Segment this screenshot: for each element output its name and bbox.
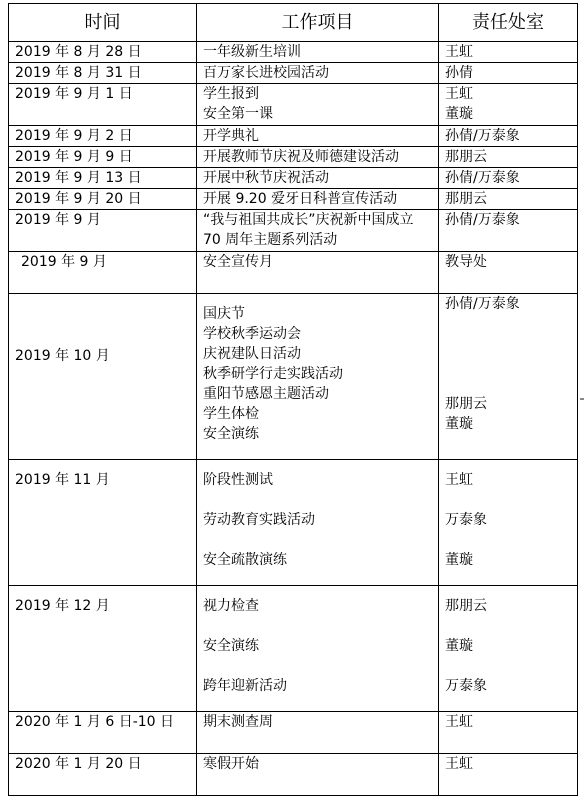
row-project: 开展中秋节庆祝活动	[197, 168, 439, 189]
row-time: 2019 年 8 月 28 日	[9, 42, 197, 63]
row-time: 2020 年 1 月 6 日-10 日	[9, 712, 197, 754]
row-time: 2019 年 12 月	[9, 586, 197, 712]
row-office: 孙倩/万泰象	[439, 168, 578, 189]
row-office: 孙倩/万泰象	[439, 126, 578, 147]
table-row	[9, 586, 578, 712]
table-row	[9, 210, 578, 252]
schedule-table	[8, 3, 578, 796]
row-project: 寒假开始	[197, 754, 439, 796]
table-row	[9, 252, 578, 294]
row-project: 阶段性测试 劳动教育实践活动 安全疏散演练	[197, 460, 439, 586]
row-time: 2020 年 1 月 20 日	[9, 754, 197, 796]
row-time: 2019 年 10 月	[9, 294, 197, 460]
table-row	[9, 712, 578, 754]
row-office: 那朋云 董璇 万泰象	[439, 586, 578, 712]
row-time: 2019 年 9 月 2 日	[9, 126, 197, 147]
table-row	[9, 84, 578, 126]
table-row	[9, 294, 578, 460]
row-office: 孙倩	[439, 63, 578, 84]
row-project: 一年级新生培训	[197, 42, 439, 63]
edge-marker	[580, 398, 584, 400]
header-row	[9, 4, 578, 42]
row-office: 那朋云	[439, 147, 578, 168]
table-row	[9, 63, 578, 84]
row-project: 视力检查 安全演练 跨年迎新活动	[197, 586, 439, 712]
table-row	[9, 126, 578, 147]
row-time: 2019 年 9 月 1 日	[9, 84, 197, 126]
row-office: 教导处	[439, 252, 578, 294]
row-time: 2019 年 9 月 9 日	[9, 147, 197, 168]
row-project: “我与祖国共成长”庆祝新中国成立 70 周年主题系列活动	[197, 210, 439, 252]
row-project: 开展教师节庆祝及师德建设活动	[197, 147, 439, 168]
row-office: 王虹	[439, 42, 578, 63]
row-project: 开学典礼	[197, 126, 439, 147]
row-project: 国庆节 学校秋季运动会 庆祝建队日活动 秋季研学行走实践活动 重阳节感恩主题活动 学生体检 安全演练	[197, 294, 439, 460]
header-time: 时间	[9, 4, 197, 42]
table-row	[9, 168, 578, 189]
row-time: 2019 年 8 月 31 日	[9, 63, 197, 84]
table-row	[9, 42, 578, 63]
row-project: 百万家长进校园活动	[197, 63, 439, 84]
header-project: 工作项目	[197, 4, 439, 42]
row-time: 2019 年 9 月	[9, 252, 197, 294]
table-row	[9, 189, 578, 210]
table-row	[9, 460, 578, 586]
row-project: 期末测查周	[197, 712, 439, 754]
row-project: 学生报到 安全第一课	[197, 84, 439, 126]
row-office: 孙倩/万泰象	[439, 210, 578, 252]
row-office: 王虹	[439, 754, 578, 796]
header-office: 责任处室	[439, 4, 578, 42]
row-office: 孙倩/万泰象 那朋云 董璇	[439, 294, 578, 460]
row-project: 安全宣传月	[197, 252, 439, 294]
row-office: 王虹	[439, 712, 578, 754]
table-row	[9, 147, 578, 168]
row-project: 开展 9.20 爱牙日科普宣传活动	[197, 189, 439, 210]
row-time: 2019 年 9 月 20 日	[9, 189, 197, 210]
row-time: 2019 年 11 月	[9, 460, 197, 586]
row-office: 王虹 万泰象 董璇	[439, 460, 578, 586]
row-office: 王虹 董璇	[439, 84, 578, 126]
row-time: 2019 年 9 月	[9, 210, 197, 252]
row-office: 那朋云	[439, 189, 578, 210]
table-row	[9, 754, 578, 796]
row-time: 2019 年 9 月 13 日	[9, 168, 197, 189]
